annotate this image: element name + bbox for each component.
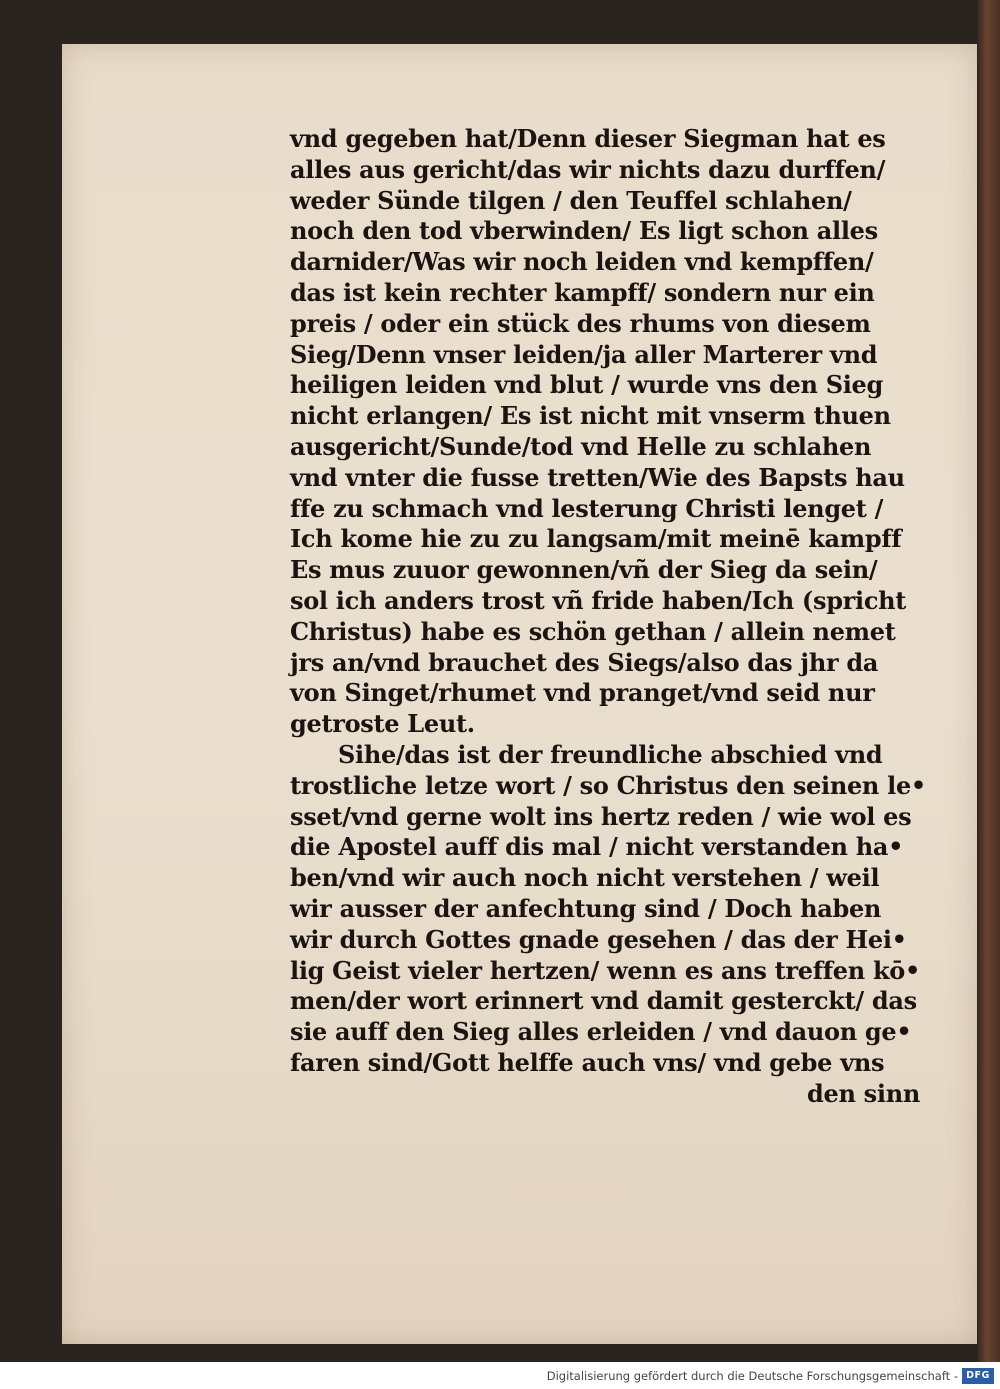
text-line: jrs an/vnd brauchet des Siegs/also das jhr da: [290, 647, 879, 677]
text-line: Es mus zuuor gewonnen/vñ der Sieg da sein/: [290, 555, 878, 585]
text-line: preis / oder ein stück des rhums von diesem: [290, 308, 871, 338]
text-line: Christus) habe es schön gethan / allein nemet: [290, 616, 896, 646]
page-body-text: [290, 124, 926, 1110]
text-line: getroste Leut.: [290, 709, 475, 739]
text-line: weder Sünde tilgen / den Teuffel schlahen/: [290, 185, 852, 215]
text-line: lig Geist vieler hertzen/ wenn es ans treffen kō•: [290, 955, 921, 985]
text-line: men/der wort erinnert vnd damit gesterckt/ das: [290, 986, 917, 1016]
text-line: trostliche letze wort / so Christus den seinen le•: [290, 770, 926, 800]
text-line: Ich kome hie zu zu langsam/mit meinē kampff: [290, 524, 902, 554]
text-line: heiligen leiden vnd blut / wurde vns den Sieg: [290, 370, 884, 400]
text-line: ffe zu schmach vnd lesterung Christi lenget /: [290, 493, 884, 523]
text-line: vnd gegeben hat/Denn dieser Siegman hat es: [290, 124, 886, 153]
catchword: den sinn: [807, 1078, 920, 1108]
text-line: von Singet/rhumet vnd pranget/vnd seid nur: [290, 678, 875, 708]
text-line: das ist kein rechter kampff/ sondern nur ein: [290, 277, 875, 307]
text-line: die Apostel auff dis mal / nicht verstanden ha•: [290, 832, 904, 862]
text-line: vnd vnter die fusse tretten/Wie des Bapsts hau: [290, 462, 905, 492]
funding-credit: Digitalisierung gefördert durch die Deutsche Forschungsgemeinschaft -: [546, 1369, 958, 1383]
text-line: noch den tod vberwinden/ Es ligt schon alles: [290, 216, 878, 246]
text-line: sol ich anders trost vñ fride haben/Ich (spricht: [290, 585, 907, 615]
text-line: darnider/Was wir noch leiden vnd kempffen/: [290, 247, 874, 277]
book-binding-edge: [978, 0, 1000, 1362]
paragraph-start-line: Sihe/das ist der freundliche abschied vnd: [338, 739, 883, 769]
text-line: sie auff den Sieg alles erleiden / vnd dauon ge•: [290, 1017, 912, 1047]
book-page: [62, 44, 977, 1344]
text-line: ausgericht/Sunde/tod vnd Helle zu schlahen: [290, 431, 872, 461]
text-line: Sieg/Denn vnser leiden/ja aller Marterer vnd: [290, 339, 878, 369]
digitization-footer: [0, 1366, 1000, 1388]
text-line: nicht erlangen/ Es ist nicht mit vnserm thuen: [290, 401, 891, 431]
text-line: sset/vnd gerne wolt ins hertz reden / wie wol es: [290, 801, 912, 831]
text-line: alles aus gericht/das wir nichts dazu durffen/: [290, 154, 886, 184]
text-line: faren sind/Gott helffe auch vns/ vnd gebe vns: [290, 1047, 885, 1077]
text-line: wir durch Gottes gnade gesehen / das der Hei•: [290, 924, 907, 954]
dfg-logo-icon: DFG: [962, 1368, 994, 1384]
text-line: wir ausser der anfechtung sind / Doch haben: [290, 893, 882, 923]
text-line: ben/vnd wir auch noch nicht verstehen / weil: [290, 863, 880, 893]
